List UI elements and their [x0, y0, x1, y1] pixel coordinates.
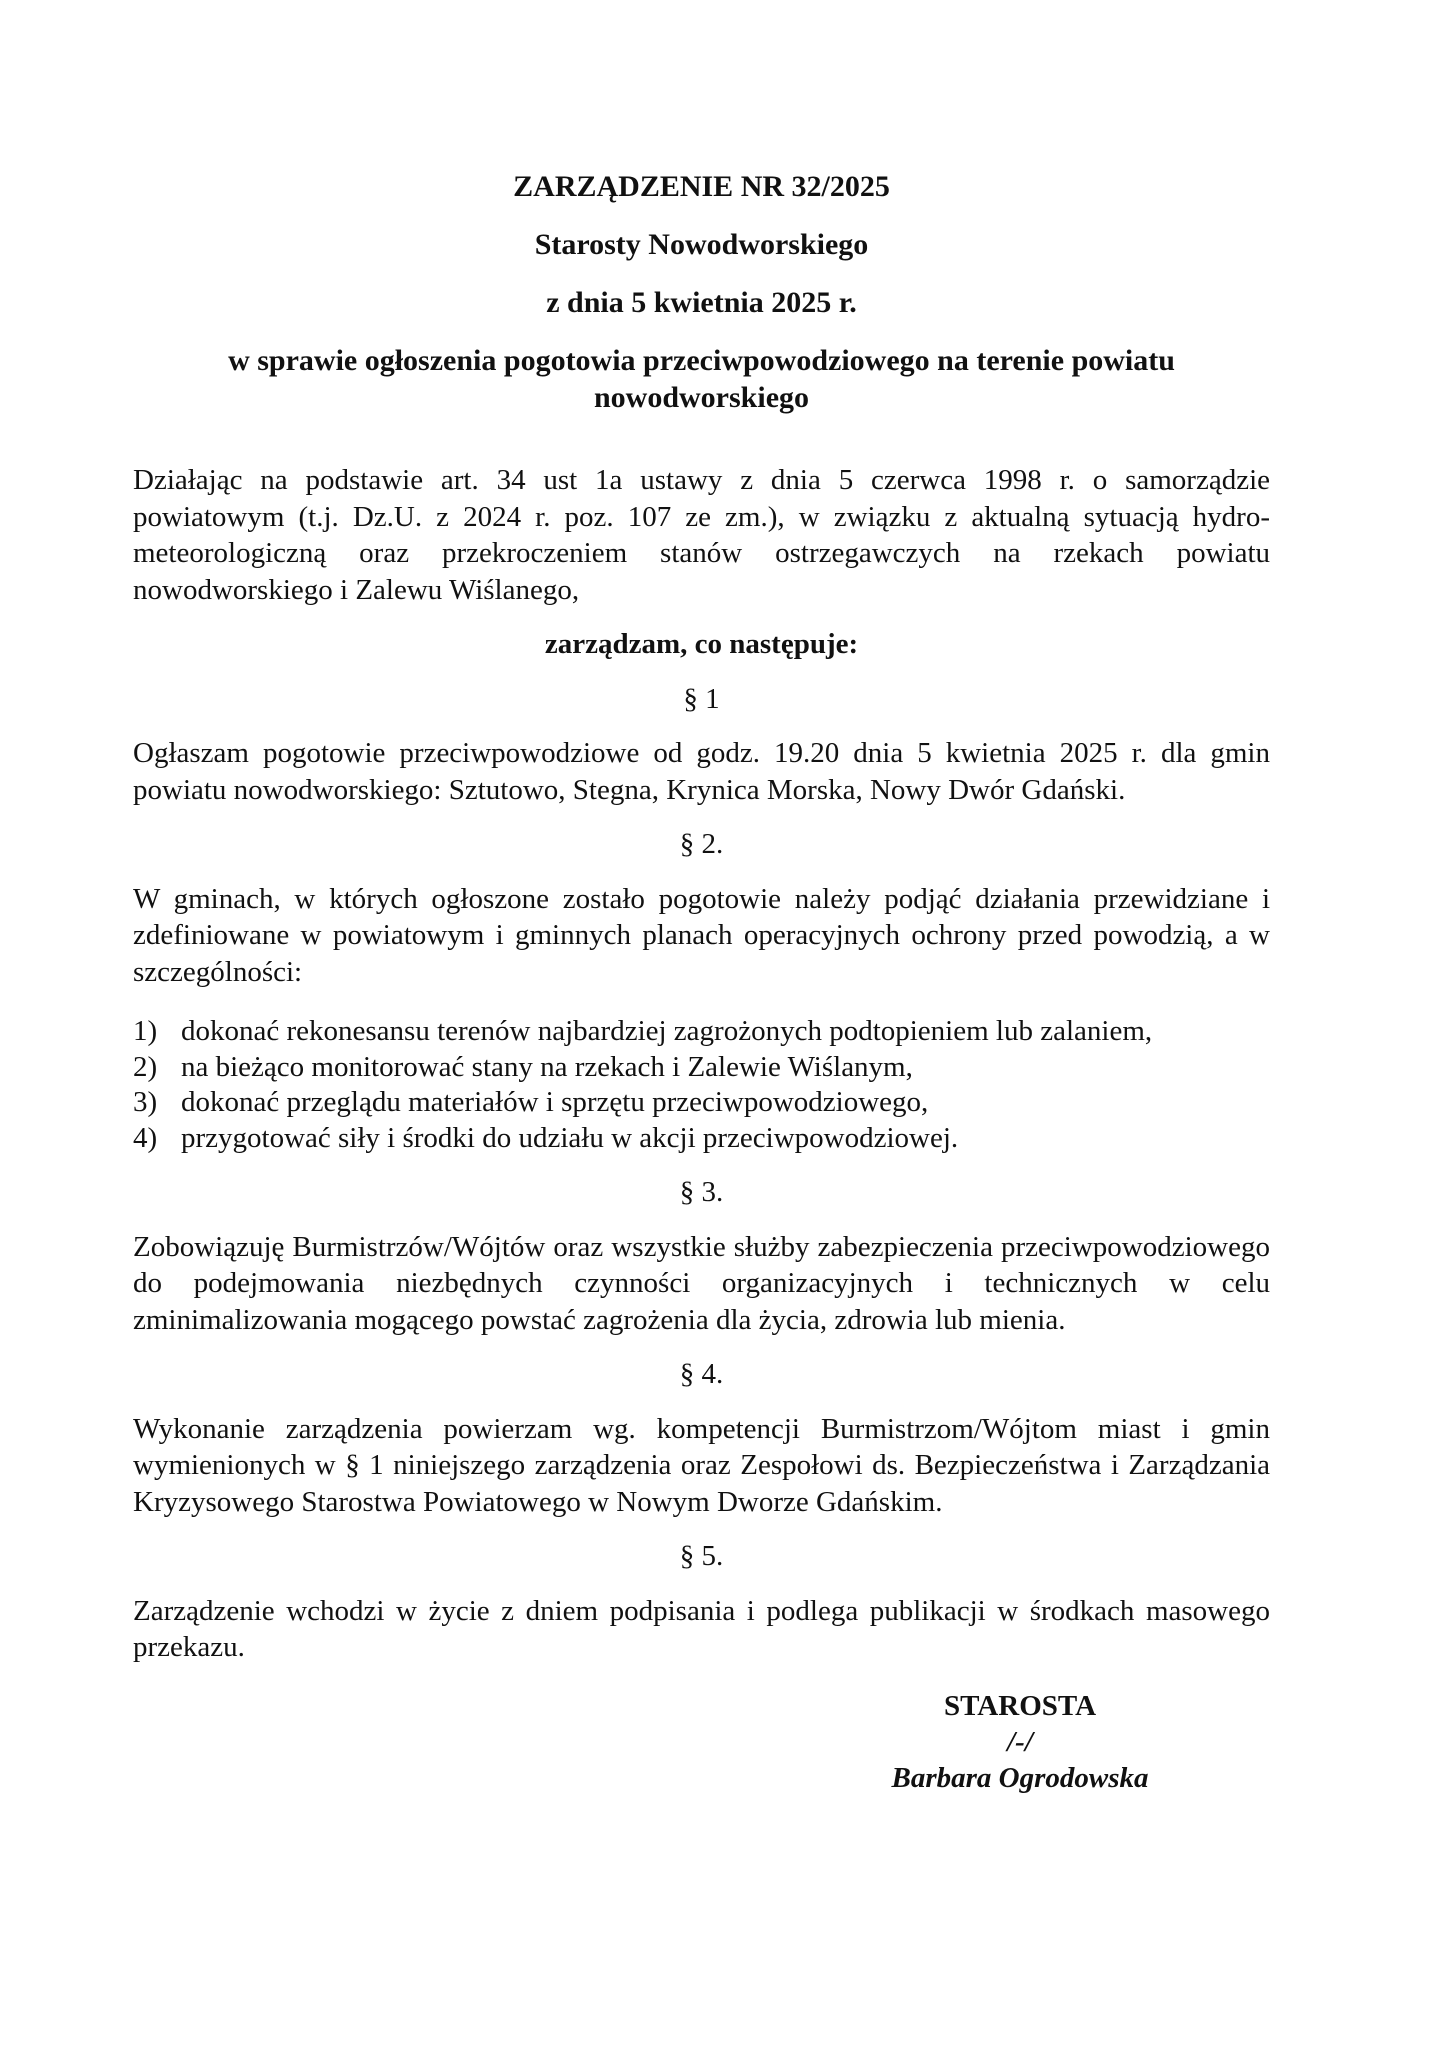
section-4-body: Wykonanie zarządzenia powierzam wg. kompetencji Burmistrzom/Wójtom miast i gmin wymienionych w § 1 niniejszego zarządzenia oraz Zespołowi ds. Bezpieczeństwa i Zarządzania Kryzysowego Starostwa Powiatowego w Nowym Dworze Gdańskim. — [133, 1412, 1270, 1518]
list-item-marker: 3) — [133, 1086, 158, 1118]
list-item — [133, 1050, 1270, 1086]
signature-block — [830, 1688, 1210, 1796]
list-item-marker: 2) — [133, 1050, 158, 1083]
list-item-marker: 4) — [133, 1121, 158, 1154]
order-clause: zarządzam, co następuje: — [544, 628, 859, 660]
section-1-body: Ogłaszam pogotowie przeciwpowodziowe od godz. 19.20 dnia 5 kwietnia 2025 r. dla gmin powiatu nowodworskiego: Sztutowo, Stegna, Krynica Morska, Nowy Dwór Gdański. — [133, 737, 1270, 806]
preamble-paragraph: Działając na podstawie art. 34 ust 1a ustawy z dnia 5 czerwca 1998 r. o samorządzie powiatowym (t.j. Dz.U. z 2024 r. poz. 107 ze zm.), w związku z aktualną sytuacją hydro-meteorologiczną oraz przekroczeniem stanów ostrzegawczych na rzekach powiatu nowodworskiego i Zalewu Wiślanego, — [133, 464, 1270, 606]
signature-role: STAROSTA — [943, 1689, 1097, 1722]
ordinance-subject-heading: w sprawie ogłoszenia pogotowia przeciwpowodziowego na terenie powiatu nowodworskiego — [228, 344, 1175, 414]
list-item-marker: 1) — [133, 1015, 158, 1047]
ordinance-number-heading: ZARZĄDZENIE NR 32/2025 — [513, 170, 890, 203]
section-5-body: Zarządzenie wchodzi w życie z dniem podpisania i podlega publikacji w środkach masowego przekazu. — [133, 1594, 1270, 1663]
section-3-body: Zobowiązuję Burmistrzów/Wójtów oraz wszystkie służby zabezpieczenia przeciwpowodziowego do podejmowania niezbędnych czynności organizacyjnych i technicznych w celu zminimalizowania mogącego powstać zagrożenia dla życia, zdrowia lub mienia. — [133, 1230, 1270, 1336]
section-3-marker: § 3. — [679, 1176, 724, 1208]
section-2-body: W gminach, w których ogłoszone zostało pogotowie należy podjąć działania przewidziane i zdefiniowane w powiatowym i gminnych planach operacyjnych ochrony przed powodzią, a w szczególności: — [133, 882, 1270, 988]
ordinance-date-heading: z dnia 5 kwietnia 2025 r. — [546, 286, 857, 319]
signature-mark: /-/ — [1007, 1725, 1033, 1758]
list-item-text: na bieżąco monitorować stany na rzekach i Zalewie Wiślanym, — [181, 1050, 913, 1083]
section-5-marker: § 5. — [679, 1540, 724, 1572]
ordinance-issuer-heading: Starosty Nowodworskiego — [534, 228, 869, 261]
section-1-marker: § 1 — [683, 682, 720, 715]
list-item-text: dokonać rekonesansu terenów najbardziej zagrożonych podtopieniem lub zalaniem, — [181, 1015, 1153, 1047]
signature-name: Barbara Ogrodowska — [891, 1761, 1149, 1794]
section-2-list — [133, 1014, 1270, 1156]
list-item-text: przygotować siły i środki do udziału w akcji przeciwpowodziowej. — [181, 1121, 959, 1154]
section-2-marker: § 2. — [679, 828, 724, 860]
section-4-marker: § 4. — [679, 1358, 724, 1390]
list-item — [133, 1085, 1270, 1121]
list-item — [133, 1121, 1270, 1157]
list-item-text: dokonać przeglądu materiałów i sprzętu przeciwpowodziowego, — [181, 1086, 929, 1118]
list-item — [133, 1014, 1270, 1050]
